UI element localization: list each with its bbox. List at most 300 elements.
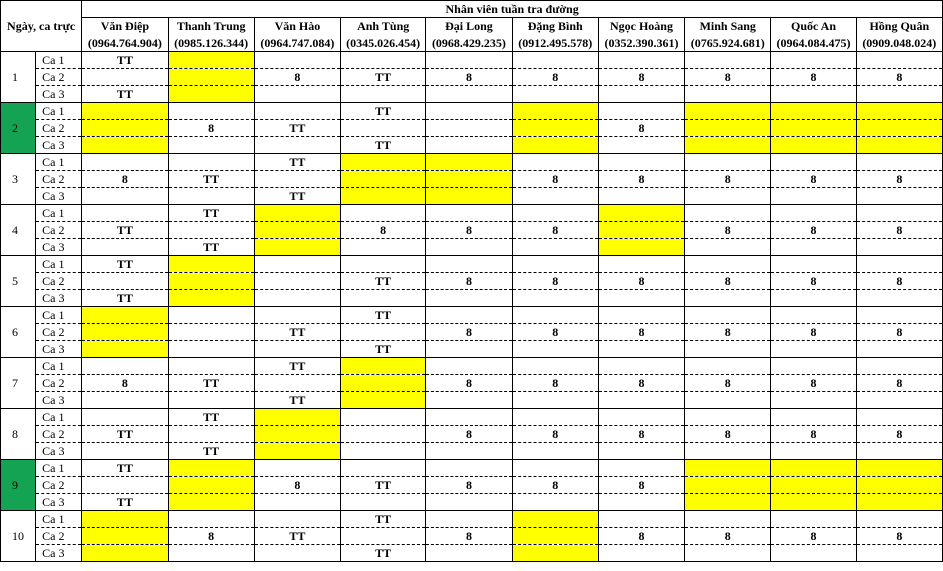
duty-cell (856, 239, 942, 256)
table-row (1, 528, 943, 545)
duty-cell (512, 137, 598, 154)
staff-phone: (0964.084.475) (771, 34, 856, 52)
table-row (1, 52, 943, 69)
duty-cell (168, 86, 254, 103)
duty-cell (82, 341, 168, 358)
duty-cell: TT (254, 392, 340, 409)
duty-cell (254, 290, 340, 307)
duty-cell (685, 52, 771, 69)
duty-cell: TT (341, 545, 426, 562)
duty-cell: 8 (598, 324, 684, 341)
day-number: 4 (1, 205, 36, 256)
duty-cell: TT (168, 239, 254, 256)
duty-cell (341, 494, 426, 511)
duty-cell (254, 443, 340, 460)
duty-cell (341, 358, 426, 375)
duty-cell (856, 205, 942, 222)
duty-cell (856, 52, 942, 69)
duty-cell: 8 (512, 426, 598, 443)
duty-cell: 8 (856, 273, 942, 290)
shift-label: Ca 3 (36, 290, 82, 307)
duty-cell (685, 86, 771, 103)
duty-cell (512, 188, 598, 205)
duty-cell (82, 545, 168, 562)
duty-cell (426, 188, 512, 205)
duty-cell (426, 239, 512, 256)
shift-label: Ca 2 (36, 375, 82, 392)
duty-cell (82, 477, 168, 494)
duty-cell (771, 86, 856, 103)
duty-cell (685, 239, 771, 256)
duty-cell: 8 (168, 120, 254, 137)
duty-cell (512, 545, 598, 562)
duty-cell (856, 392, 942, 409)
duty-cell (856, 545, 942, 562)
shift-label: Ca 1 (36, 154, 82, 171)
duty-cell (512, 86, 598, 103)
table-row (1, 443, 943, 460)
duty-cell (598, 341, 684, 358)
shift-label: Ca 1 (36, 205, 82, 222)
shift-label: Ca 2 (36, 528, 82, 545)
duty-cell (771, 460, 856, 477)
duty-cell (856, 120, 942, 137)
duty-cell: TT (341, 273, 426, 290)
duty-cell (685, 511, 771, 528)
duty-cell: 8 (426, 324, 512, 341)
duty-cell: 8 (598, 120, 684, 137)
duty-cell: 8 (771, 426, 856, 443)
duty-cell: 8 (512, 222, 598, 239)
table-row (1, 120, 943, 137)
duty-cell (771, 443, 856, 460)
duty-cell (341, 392, 426, 409)
duty-cell (426, 86, 512, 103)
duty-cell (254, 494, 340, 511)
duty-cell (771, 239, 856, 256)
staff-name: Minh Sang (685, 18, 771, 35)
duty-cell (426, 103, 512, 120)
duty-cell (856, 188, 942, 205)
duty-cell (341, 426, 426, 443)
duty-cell (341, 86, 426, 103)
duty-cell (685, 477, 771, 494)
duty-cell (82, 324, 168, 341)
duty-cell (512, 290, 598, 307)
table-row (1, 256, 943, 273)
duty-cell (512, 205, 598, 222)
duty-cell: 8 (512, 324, 598, 341)
duty-cell: 8 (856, 222, 942, 239)
duty-cell (254, 545, 340, 562)
duty-cell: TT (82, 426, 168, 443)
staff-name: Hồng Quân (856, 18, 942, 35)
duty-cell (254, 239, 340, 256)
day-number: 3 (1, 154, 36, 205)
duty-cell (856, 443, 942, 460)
duty-cell (82, 392, 168, 409)
duty-cell (341, 324, 426, 341)
table-row (1, 307, 943, 324)
duty-cell (771, 545, 856, 562)
duty-cell (254, 52, 340, 69)
duty-cell (168, 256, 254, 273)
duty-cell (168, 494, 254, 511)
shift-label: Ca 1 (36, 307, 82, 324)
duty-cell (771, 137, 856, 154)
duty-cell (254, 375, 340, 392)
duty-cell (512, 120, 598, 137)
shift-label: Ca 2 (36, 222, 82, 239)
duty-cell: 8 (598, 426, 684, 443)
duty-cell (168, 137, 254, 154)
duty-cell: TT (341, 69, 426, 86)
duty-cell (512, 154, 598, 171)
duty-cell: TT (82, 52, 168, 69)
duty-cell (771, 188, 856, 205)
day-number: 7 (1, 358, 36, 409)
duty-cell (426, 341, 512, 358)
duty-cell (426, 290, 512, 307)
shift-label: Ca 1 (36, 460, 82, 477)
duty-cell (168, 392, 254, 409)
staff-phone: (0985.126.344) (168, 34, 254, 52)
duty-cell: 8 (598, 273, 684, 290)
shift-label: Ca 2 (36, 273, 82, 290)
duty-cell (598, 494, 684, 511)
table-row (1, 222, 943, 239)
duty-cell (254, 86, 340, 103)
table-row (1, 341, 943, 358)
shift-label: Ca 3 (36, 86, 82, 103)
shift-label: Ca 1 (36, 358, 82, 375)
duty-cell (685, 188, 771, 205)
duty-cell (168, 69, 254, 86)
duty-cell (598, 409, 684, 426)
shift-label: Ca 3 (36, 188, 82, 205)
shift-label: Ca 1 (36, 52, 82, 69)
duty-cell (168, 154, 254, 171)
duty-cell: 8 (856, 171, 942, 188)
duty-cell (82, 154, 168, 171)
staff-name: Quốc An (771, 18, 856, 35)
duty-cell: 8 (512, 477, 598, 494)
duty-cell (685, 154, 771, 171)
staff-phone: (0909.048.024) (856, 34, 942, 52)
duty-cell (856, 477, 942, 494)
table-row (1, 290, 943, 307)
duty-cell: 8 (685, 222, 771, 239)
duty-cell (426, 256, 512, 273)
duty-cell (598, 103, 684, 120)
duty-cell (168, 324, 254, 341)
duty-cell (168, 52, 254, 69)
duty-cell (598, 222, 684, 239)
duty-cell: TT (82, 222, 168, 239)
duty-cell (341, 443, 426, 460)
duty-cell (341, 460, 426, 477)
duty-cell (168, 358, 254, 375)
duty-cell (426, 460, 512, 477)
duty-cell: 8 (598, 69, 684, 86)
duty-cell: TT (341, 477, 426, 494)
staff-phone: (0912.495.578) (512, 34, 598, 52)
table-row (1, 103, 943, 120)
duty-cell (512, 494, 598, 511)
duty-cell (82, 137, 168, 154)
duty-cell: TT (168, 409, 254, 426)
duty-cell (426, 171, 512, 188)
duty-cell: 8 (771, 69, 856, 86)
duty-cell (512, 256, 598, 273)
staff-name: Đại Long (426, 18, 512, 35)
duty-cell (168, 477, 254, 494)
duty-cell (82, 511, 168, 528)
duty-cell (685, 103, 771, 120)
duty-cell: TT (82, 460, 168, 477)
duty-cell: 8 (598, 477, 684, 494)
duty-cell: 8 (771, 273, 856, 290)
table-row (1, 511, 943, 528)
shift-label: Ca 3 (36, 137, 82, 154)
duty-cell (341, 256, 426, 273)
duty-cell: 8 (426, 426, 512, 443)
staff-phone-row (1, 34, 943, 52)
duty-cell (426, 392, 512, 409)
duty-cell (341, 52, 426, 69)
table-row (1, 86, 943, 103)
duty-cell: TT (168, 375, 254, 392)
duty-cell (341, 120, 426, 137)
staff-name: Đặng Bình (512, 18, 598, 35)
duty-cell (168, 460, 254, 477)
duty-cell: 8 (685, 171, 771, 188)
staff-phone: (0964.764.904) (82, 34, 168, 52)
duty-cell: 8 (341, 222, 426, 239)
duty-cell (598, 239, 684, 256)
duty-cell: 8 (426, 375, 512, 392)
duty-cell (426, 307, 512, 324)
duty-cell: 8 (598, 171, 684, 188)
duty-cell (856, 341, 942, 358)
duty-cell: TT (254, 528, 340, 545)
duty-cell (598, 460, 684, 477)
duty-cell (341, 290, 426, 307)
duty-cell (598, 307, 684, 324)
duty-cell: TT (341, 307, 426, 324)
duty-cell (426, 443, 512, 460)
day-number: 5 (1, 256, 36, 307)
corner-label: Ngày, ca trực (1, 1, 82, 52)
duty-cell (426, 511, 512, 528)
day-number: 9 (1, 460, 36, 511)
duty-cell (771, 477, 856, 494)
duty-cell (168, 426, 254, 443)
table-row (1, 188, 943, 205)
duty-cell (168, 188, 254, 205)
duty-cell (512, 239, 598, 256)
duty-cell (82, 273, 168, 290)
duty-cell (82, 188, 168, 205)
duty-cell: 8 (771, 375, 856, 392)
duty-cell (685, 307, 771, 324)
duty-cell: 8 (512, 375, 598, 392)
day-number: 10 (1, 511, 36, 562)
duty-cell (426, 358, 512, 375)
duty-cell (685, 120, 771, 137)
shift-label: Ca 2 (36, 69, 82, 86)
staff-name: Văn Điệp (82, 18, 168, 35)
table-row (1, 545, 943, 562)
duty-cell: 8 (426, 528, 512, 545)
staff-phone: (0964.747.084) (254, 34, 340, 52)
shift-label: Ca 3 (36, 443, 82, 460)
table-body (1, 52, 943, 562)
duty-cell: 8 (856, 426, 942, 443)
duty-cell (771, 358, 856, 375)
duty-cell (426, 205, 512, 222)
table-row (1, 460, 943, 477)
group-title: Nhân viên tuần tra đường (82, 1, 943, 18)
duty-cell (771, 52, 856, 69)
staff-phone: (0345.026.454) (341, 34, 426, 52)
table-row (1, 392, 943, 409)
duty-cell (598, 545, 684, 562)
duty-cell (82, 103, 168, 120)
duty-cell (341, 171, 426, 188)
duty-cell (512, 443, 598, 460)
duty-cell (168, 222, 254, 239)
duty-cell (341, 188, 426, 205)
duty-cell (168, 307, 254, 324)
duty-cell (685, 443, 771, 460)
duty-cell (598, 511, 684, 528)
shift-label: Ca 2 (36, 324, 82, 341)
duty-cell: TT (341, 137, 426, 154)
duty-cell: TT (82, 290, 168, 307)
duty-cell: 8 (685, 69, 771, 86)
duty-cell (426, 120, 512, 137)
duty-cell: TT (341, 103, 426, 120)
duty-cell: 8 (254, 477, 340, 494)
duty-cell: 8 (426, 69, 512, 86)
duty-cell (512, 409, 598, 426)
duty-cell (254, 137, 340, 154)
duty-cell (254, 273, 340, 290)
duty-cell (598, 256, 684, 273)
staff-phone: (0765.924.681) (685, 34, 771, 52)
duty-cell (598, 154, 684, 171)
day-number: 8 (1, 409, 36, 460)
duty-cell: 8 (426, 222, 512, 239)
duty-cell (771, 409, 856, 426)
duty-cell (168, 290, 254, 307)
duty-cell (254, 511, 340, 528)
duty-cell (598, 443, 684, 460)
duty-cell (341, 409, 426, 426)
staff-name: Văn Hào (254, 18, 340, 35)
duty-cell (512, 392, 598, 409)
duty-cell (254, 205, 340, 222)
duty-cell (254, 426, 340, 443)
duty-cell (341, 154, 426, 171)
duty-cell: TT (254, 188, 340, 205)
table-row (1, 137, 943, 154)
duty-cell (685, 341, 771, 358)
duty-cell (254, 409, 340, 426)
duty-cell: TT (341, 511, 426, 528)
duty-cell (685, 460, 771, 477)
shift-label: Ca 1 (36, 256, 82, 273)
shift-label: Ca 3 (36, 239, 82, 256)
duty-cell (771, 256, 856, 273)
duty-cell (512, 52, 598, 69)
duty-cell (426, 545, 512, 562)
duty-cell (856, 103, 942, 120)
table-row (1, 494, 943, 511)
duty-cell (771, 290, 856, 307)
duty-cell (685, 256, 771, 273)
duty-cell (598, 52, 684, 69)
duty-cell (168, 273, 254, 290)
staff-phone: (0968.429.235) (426, 34, 512, 52)
duty-cell: 8 (685, 528, 771, 545)
duty-cell (341, 239, 426, 256)
duty-cell: 8 (856, 528, 942, 545)
duty-cell (82, 69, 168, 86)
duty-cell (771, 307, 856, 324)
duty-cell (771, 154, 856, 171)
duty-cell: 8 (685, 324, 771, 341)
duty-cell (254, 341, 340, 358)
shift-label: Ca 2 (36, 426, 82, 443)
duty-cell (82, 239, 168, 256)
duty-cell (856, 409, 942, 426)
duty-cell (254, 307, 340, 324)
duty-cell (685, 205, 771, 222)
duty-cell (254, 256, 340, 273)
duty-cell (512, 460, 598, 477)
duty-cell (341, 205, 426, 222)
duty-cell (426, 494, 512, 511)
duty-cell (82, 443, 168, 460)
duty-cell: 8 (685, 273, 771, 290)
duty-cell: 8 (856, 324, 942, 341)
duty-cell (856, 494, 942, 511)
duty-cell (426, 154, 512, 171)
duty-cell: 8 (856, 375, 942, 392)
duty-cell (598, 290, 684, 307)
table-row (1, 477, 943, 494)
table-row (1, 171, 943, 188)
duty-cell (82, 409, 168, 426)
duty-cell (341, 375, 426, 392)
duty-cell: 8 (512, 69, 598, 86)
table-row (1, 205, 943, 222)
shift-label: Ca 3 (36, 545, 82, 562)
duty-cell (856, 290, 942, 307)
duty-cell (512, 341, 598, 358)
table-row (1, 154, 943, 171)
duty-cell (685, 409, 771, 426)
duty-cell: 8 (426, 273, 512, 290)
duty-cell (685, 137, 771, 154)
duty-cell (771, 120, 856, 137)
table-row (1, 239, 943, 256)
duty-cell (685, 494, 771, 511)
duty-cell (82, 205, 168, 222)
table-row (1, 273, 943, 290)
